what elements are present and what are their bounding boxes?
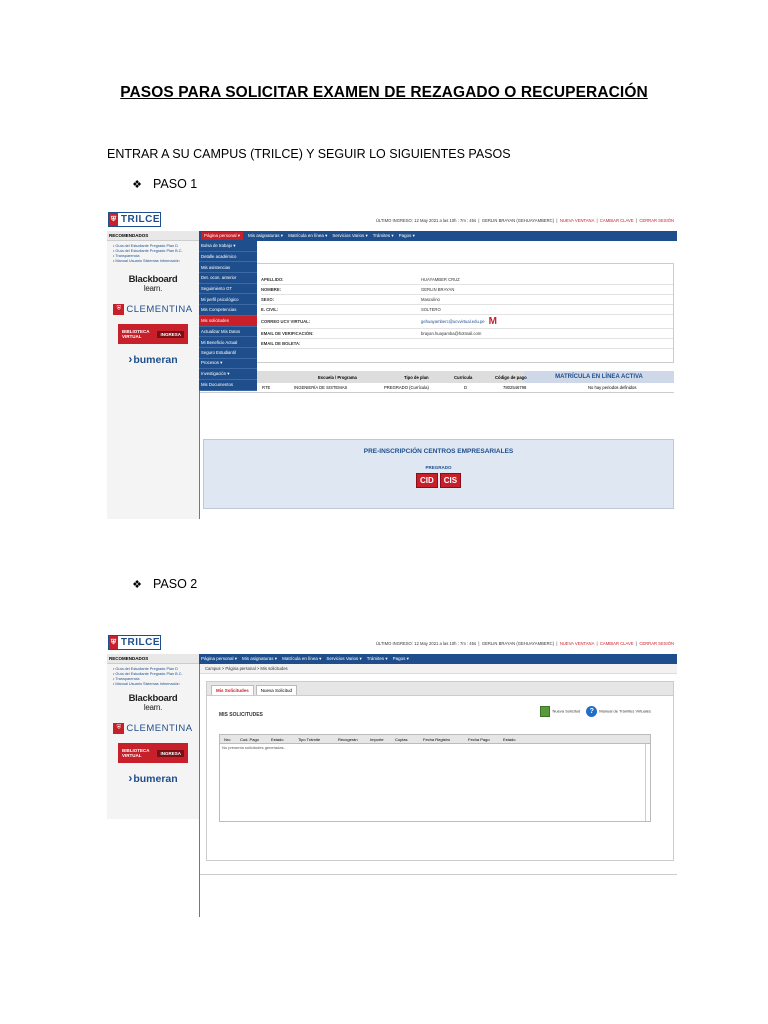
- menu-item-beneficio[interactable]: Mi Beneficio Actual: [199, 337, 257, 348]
- learn-text: learn.: [143, 284, 163, 293]
- clementina-shield-icon: ⛨: [113, 723, 124, 734]
- link-guia-plan-d[interactable]: • Guía del Estudiante Pregrado Plan D: [113, 244, 196, 249]
- clementina-shield-icon: ⛨: [113, 304, 124, 315]
- enrollment-grid-header: [200, 371, 674, 383]
- link-manual[interactable]: • Manual Usuario Sistemas Información: [113, 259, 196, 264]
- change-password-link[interactable]: CAMBIAR CLAVE: [599, 641, 634, 646]
- new-window-link[interactable]: NUEVA VENTANA: [559, 641, 595, 646]
- biblio-enter-button[interactable]: INGRESA: [157, 750, 184, 757]
- biblio-line1: BIBLIOTECA: [122, 329, 150, 334]
- trilce-logo[interactable]: [108, 635, 161, 650]
- last-login: ÚLTIMO INGRESO: 12 May 2021 a las 10h : 7m : 45s: [375, 641, 477, 646]
- info-value: SOLTERO: [421, 307, 441, 312]
- matricula-activa-header: MATRÍCULA EN LÍNEA ACTIVA: [524, 371, 674, 383]
- link-manual[interactable]: • Manual Usuario Sistemas Información: [113, 682, 196, 687]
- biblio-line2: VIRTUAL: [122, 334, 142, 339]
- change-password-link[interactable]: CAMBIAR CLAVE: [599, 218, 634, 223]
- new-request-button[interactable]: [540, 706, 580, 717]
- biblio-line2: VIRTUAL: [122, 753, 142, 758]
- column-header: Tipo Trámite: [298, 737, 321, 742]
- link-transparencia[interactable]: • Transparencia: [113, 677, 196, 682]
- info-key: APELLIDO:: [261, 277, 284, 282]
- nav-pagos[interactable]: Pagos ▾: [398, 233, 415, 238]
- user-info-line: ÚLTIMO INGRESO: 12 May 2021 a las 10h : 7m : 45s | GERLIN BRAYAN (GEHUAYAMBERC) | NUEVA VENTANA | CAMBIAR CLAVE | CERRAR SESIÓN: [375, 641, 674, 646]
- nav-pagina-personal[interactable]: Página personal ▾: [201, 232, 243, 240]
- info-value: HUAYAMBER CRUZ: [421, 277, 460, 282]
- clementina-text: CLEMENTINA: [126, 722, 193, 734]
- solicitudes-tabs: [206, 681, 674, 696]
- grid-header-cell: Escuela / Programa: [318, 374, 357, 380]
- column-header: Fecha Registro: [423, 737, 451, 742]
- main-nav: [199, 654, 677, 664]
- step-2-label: [131, 577, 197, 591]
- nav-mis-asignaturas[interactable]: Mis asignaturas ▾: [248, 233, 284, 238]
- column-header: Cod. Pago: [240, 737, 259, 742]
- menu-item-det-econ[interactable]: Det. ocon. anterior: [199, 273, 257, 284]
- diamond-bullet-icon: ❖: [132, 178, 142, 191]
- link-guia-plan-bc[interactable]: • Guía del Estudiante Pregrado Plan B.C.: [113, 672, 196, 677]
- clementina-banner[interactable]: [113, 717, 193, 739]
- column-header: Importe: [370, 737, 384, 742]
- info-row: [261, 275, 673, 285]
- bumeran-banner[interactable]: [113, 348, 193, 370]
- table-scrollbar[interactable]: [645, 744, 650, 821]
- nav-matricula[interactable]: Matrícula en línea ▾: [282, 656, 322, 661]
- manual-label: Manual de Trámites Virtuales: [599, 708, 651, 714]
- bumeran-banner[interactable]: [113, 767, 193, 789]
- info-value: brayan.huayamba@hotmail.com: [421, 331, 482, 336]
- menu-item-detalle-academico[interactable]: Detalle académico: [199, 252, 257, 263]
- menu-item-actualizar-datos[interactable]: Actualizar Mis Datos: [199, 327, 257, 338]
- cid-button[interactable]: CID: [416, 473, 438, 488]
- menu-item-seguimiento[interactable]: Seguimiento GT: [199, 284, 257, 295]
- blackboard-banner[interactable]: [113, 692, 193, 714]
- enrollment-row: [200, 383, 674, 393]
- pagina-personal-dropdown: [199, 241, 257, 391]
- nav-servicios[interactable]: Servicios Varios ▾: [326, 656, 362, 661]
- main-content: [199, 664, 677, 917]
- column-header: Estado: [503, 737, 516, 742]
- step-1-text: PASO 1: [153, 177, 198, 191]
- cis-button[interactable]: CIS: [440, 473, 461, 488]
- biblioteca-banner[interactable]: [113, 742, 193, 764]
- grid-cell: RTE: [262, 385, 271, 390]
- blackboard-text: Blackboard: [128, 693, 178, 704]
- menu-item-mis-solicitudes[interactable]: Mis solicitudes: [199, 316, 257, 327]
- diamond-bullet-icon: ❖: [132, 578, 142, 591]
- menu-item-bolsa-trabajo[interactable]: Bolsa de trabajo ▾: [199, 241, 257, 252]
- main-content: [199, 241, 677, 519]
- logo-text: TRILCE: [120, 214, 160, 225]
- breadcrumb: Campus > Página personal > Mis solicitudes: [200, 664, 677, 674]
- campus-topbar: [107, 632, 677, 654]
- main-nav: [199, 231, 677, 241]
- empty-table-message: No presenta solicitudes generadas.: [222, 745, 285, 750]
- menu-item-documentos[interactable]: Mis Documentos: [199, 380, 257, 391]
- column-header: Estado: [271, 737, 284, 742]
- grid-cell: D: [464, 385, 468, 390]
- link-guia-plan-d[interactable]: • Guía del Estudiante Pregrado Plan D: [113, 667, 196, 672]
- column-header: Copias: [395, 737, 408, 742]
- user-info-line: ÚLTIMO INGRESO: 12 May 2021 a las 10h : 7m : 45s | GERLIN BRAYAN (GEHUAYAMBERC) | NUEVA VENTANA | CAMBIAR CLAVE | CERRAR SESIÓN: [375, 218, 674, 223]
- campus-topbar: [107, 209, 677, 231]
- link-transparencia[interactable]: • Transparencia: [113, 254, 196, 259]
- gmail-icon[interactable]: M: [488, 315, 497, 327]
- info-key: EMAIL DE BOLETA:: [261, 341, 301, 346]
- student-info-box: [200, 263, 674, 363]
- info-key: SEXO:: [261, 297, 275, 302]
- tab-mis-solicitudes[interactable]: Mis Solicitudes: [211, 685, 254, 695]
- trilce-shield-icon: ⛨: [109, 636, 118, 649]
- trilce-logo[interactable]: [108, 212, 161, 227]
- column-header: Recogerán: [338, 737, 358, 742]
- grid-cell: INGENIERÍA DE SISTEMAS: [294, 385, 348, 390]
- bumeran-text: bumeran: [133, 354, 178, 366]
- preinscripcion-panel: [203, 439, 674, 509]
- biblioteca-banner[interactable]: [113, 323, 193, 345]
- grid-cell: No hay periodos definidos: [588, 385, 637, 390]
- recommended-header: RECOMENDADOS: [107, 654, 199, 664]
- info-row: [261, 285, 673, 295]
- info-value: GERLIN BRAYAN: [421, 287, 455, 292]
- column-header: Fecha Pago: [468, 737, 490, 742]
- info-key: EMAIL DE VERIFICACIÓN:: [261, 331, 314, 336]
- nav-pagos[interactable]: Pagos ▾: [392, 656, 409, 661]
- left-sidebar: [107, 664, 199, 819]
- info-row: [261, 315, 673, 329]
- nav-tramites[interactable]: Trámites ▾: [366, 656, 388, 661]
- menu-item-competencias[interactable]: Mis Competencias: [199, 305, 257, 316]
- new-window-link[interactable]: NUEVA VENTANA: [559, 218, 595, 223]
- learn-text: learn.: [143, 703, 163, 712]
- logout-link[interactable]: CERRAR SESIÓN: [639, 641, 674, 646]
- clementina-text: CLEMENTINA: [126, 303, 193, 315]
- nav-servicios[interactable]: Servicios Varios ▾: [332, 233, 368, 238]
- logo-text: TRILCE: [120, 637, 160, 648]
- document-intro: ENTRAR A SU CAMPUS (TRILCE) Y SEGUIR LO SIGUIENTES PASOS: [107, 147, 511, 161]
- tab-nueva-solicitud[interactable]: Nueva Solicitud: [256, 685, 297, 695]
- pregrado-label: PREGRADO: [425, 465, 452, 470]
- email-link[interactable]: gehuayamberc@ucvvirtual.edu.pe: [421, 319, 485, 324]
- last-login: ÚLTIMO INGRESO: 12 May 2021 a las 10h : 7m : 45s: [375, 218, 477, 223]
- campus-screenshot-step-1: [107, 209, 677, 519]
- grid-header-cell: Código de pago: [495, 374, 527, 380]
- user-name: GERLIN BRAYAN (GEHUAYAMBERC): [481, 641, 555, 646]
- preinscripcion-title: PRE-INSCRIPCIÓN CENTROS EMPRESARIALES: [363, 448, 514, 455]
- document-title: PASOS PARA SOLICITAR EXAMEN DE REZAGADO O RECUPERACIÓN: [120, 84, 648, 101]
- biblio-enter-button[interactable]: INGRESA: [157, 331, 184, 338]
- info-value: Masculino: [421, 297, 440, 302]
- blackboard-text: Blackboard: [128, 274, 178, 285]
- nav-matricula[interactable]: Matrícula en línea ▾: [288, 233, 328, 238]
- new-document-icon: [540, 706, 550, 717]
- left-sidebar: [107, 241, 199, 519]
- info-row: [261, 305, 673, 315]
- info-row: [261, 295, 673, 305]
- biblio-line1: BIBLIOTECA: [122, 748, 150, 753]
- section-title: MIS SOLICITUDES: [219, 712, 263, 718]
- menu-item-perfil-psicologico[interactable]: Mi perfil psicológico: [199, 294, 257, 305]
- info-row: [261, 339, 673, 349]
- info-key: E. CIVIL:: [261, 307, 279, 312]
- link-guia-plan-bc[interactable]: • Guía del Estudiante Pregrado Plan B.C.: [113, 249, 196, 254]
- step-2-text: PASO 2: [153, 577, 198, 591]
- nav-tramites[interactable]: Trámites ▾: [372, 233, 394, 238]
- new-request-label: Nueva Solicitud: [552, 708, 581, 714]
- requests-table: [219, 734, 651, 822]
- menu-item-procesos[interactable]: Procesos ▾: [199, 359, 257, 370]
- recommended-header: RECOMENDADOS: [107, 231, 199, 241]
- grid-cell: PREGRADO (Currícula): [384, 385, 429, 390]
- info-row: [261, 329, 673, 339]
- table-header: [220, 735, 650, 744]
- column-header: Nro: [224, 737, 231, 742]
- menu-item-seguro[interactable]: Seguro Estudiantil: [199, 348, 257, 359]
- info-key: CORREO UCV VIRTUAL:: [261, 319, 311, 324]
- grid-header-cell: Currícula: [454, 374, 473, 380]
- divider: [200, 874, 677, 875]
- grid-header-cell: Tipo de plan: [404, 374, 429, 380]
- nav-mis-asignaturas[interactable]: Mis asignaturas ▾: [242, 656, 278, 661]
- logout-link[interactable]: CERRAR SESIÓN: [639, 218, 674, 223]
- trilce-shield-icon: ⛨: [109, 213, 118, 226]
- manual-button[interactable]: [586, 706, 651, 717]
- user-name: GERLIN BRAYAN (GEHUAYAMBERC): [481, 218, 555, 223]
- campus-screenshot-step-2: [107, 632, 677, 917]
- nav-pagina-personal[interactable]: Página personal ▾: [201, 656, 238, 661]
- bumeran-text: bumeran: [133, 773, 178, 785]
- blackboard-banner[interactable]: [113, 273, 193, 295]
- clementina-banner[interactable]: [113, 298, 193, 320]
- solicitudes-panel: [206, 696, 674, 861]
- bumeran-chevron-icon: ›: [128, 771, 133, 785]
- grid-cell: 7802546798: [503, 385, 527, 390]
- step-1-label: [131, 177, 197, 191]
- menu-item-investigacion[interactable]: Investigación ▾: [199, 369, 257, 380]
- help-icon: ?: [586, 706, 597, 717]
- info-key: NOMBRE:: [261, 287, 282, 292]
- menu-item-asistencias[interactable]: Mis asistencias: [199, 262, 257, 273]
- bumeran-chevron-icon: ›: [128, 352, 133, 366]
